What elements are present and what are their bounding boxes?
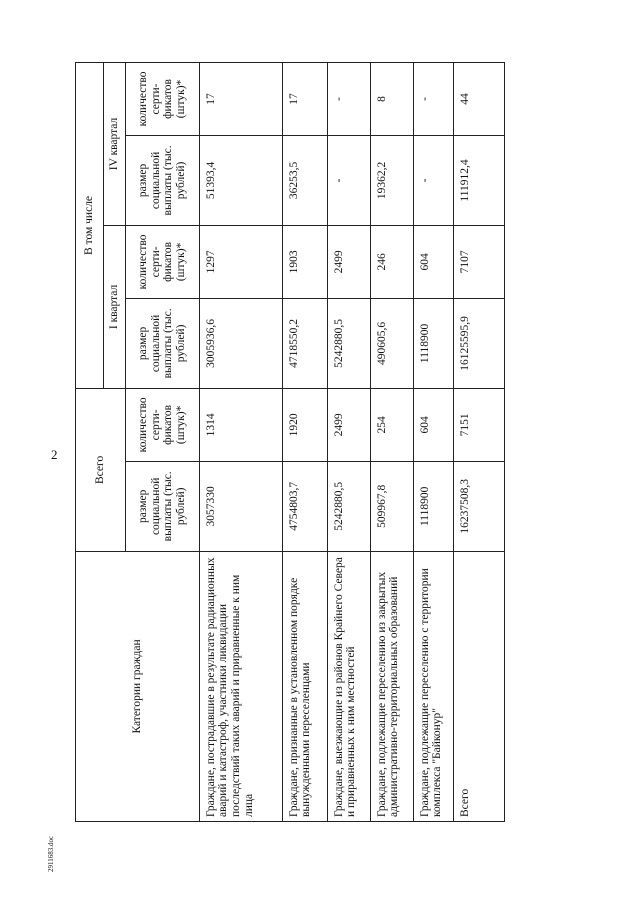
cell-total-payment: 5242880,5: [327, 461, 370, 551]
cell-q1-certs: 604: [413, 225, 453, 298]
cell-q1-payment: 5242880,5: [327, 298, 370, 388]
cell-q1-certs: 7107: [453, 225, 504, 298]
row-category: Всего: [453, 551, 504, 821]
header-category: Категории граждан: [76, 551, 200, 821]
table-row: [282, 63, 327, 822]
footer-filename: 2911683.doc: [47, 835, 55, 872]
social-payments-table: [75, 62, 505, 822]
subheader-q4-payment: размер социальной выплаты (тыс. рублей): [125, 135, 199, 225]
header-q4: IV квартал: [104, 63, 126, 226]
header-total: Всего: [76, 388, 126, 551]
cell-total-payment: 3057330: [199, 461, 282, 551]
cell-total-certs: 604: [413, 388, 453, 461]
cell-q1-certs: 1903: [282, 225, 327, 298]
cell-total-certs: 254: [370, 388, 413, 461]
cell-q4-certs: -: [413, 63, 453, 136]
page-number: 2: [51, 447, 58, 462]
row-category: Граждане, пострадавшие в результате радиационных аварий и катастроф, участники ликвидации последствий таких аварий и приравненные к ним лица: [199, 551, 282, 821]
rotated-table-container: [75, 62, 575, 822]
cell-q4-payment: 36253,5: [282, 135, 327, 225]
subheader-total-payment: размер социальной выплаты (тыс. рублей): [125, 461, 199, 551]
table-row-total: [453, 63, 504, 822]
cell-total-certs: 7151: [453, 388, 504, 461]
cell-total-certs: 1920: [282, 388, 327, 461]
cell-q4-payment: 19362,2: [370, 135, 413, 225]
cell-total-payment: 4754803,7: [282, 461, 327, 551]
cell-total-certs: 1314: [199, 388, 282, 461]
cell-total-payment: 16237508,3: [453, 461, 504, 551]
cell-q4-payment: -: [413, 135, 453, 225]
table-row: [327, 63, 370, 822]
cell-q4-payment: 111912,4: [453, 135, 504, 225]
row-category: Граждане, выезжающие из районов Крайнего Севера и приравненных к ним местностей: [327, 551, 370, 821]
subheader-q1-certs: количество серти-фикатов (штук)*: [125, 225, 199, 298]
cell-q4-certs: -: [327, 63, 370, 136]
cell-q1-payment: 4718550,2: [282, 298, 327, 388]
cell-total-payment: 509967,8: [370, 461, 413, 551]
table-row: [370, 63, 413, 822]
subheader-q4-certs: количество серти-фикатов (штук)*: [125, 63, 199, 136]
cell-q1-payment: 490605,6: [370, 298, 413, 388]
cell-total-payment: 1118900: [413, 461, 453, 551]
row-category: Граждане, подлежащие переселению с территории комплекса "Байконур": [413, 551, 453, 821]
cell-total-certs: 2499: [327, 388, 370, 461]
cell-q1-certs: 246: [370, 225, 413, 298]
header-q1: I квартал: [104, 225, 126, 388]
table-row: [199, 63, 282, 822]
cell-q4-payment: 51393,4: [199, 135, 282, 225]
subheader-total-certs: количество серти-фикатов (штук)*: [125, 388, 199, 461]
cell-q4-payment: -: [327, 135, 370, 225]
cell-q4-certs: 44: [453, 63, 504, 136]
cell-q1-payment: 1118900: [413, 298, 453, 388]
subheader-q1-payment: размер социальной выплаты (тыс. рублей): [125, 298, 199, 388]
cell-q1-payment: 3005936,6: [199, 298, 282, 388]
cell-q4-certs: 17: [282, 63, 327, 136]
cell-q4-certs: 8: [370, 63, 413, 136]
table-row: [413, 63, 453, 822]
cell-q1-certs: 2499: [327, 225, 370, 298]
cell-q1-certs: 1297: [199, 225, 282, 298]
row-category: Граждане, признанные в установленном порядке вынужденными переселенцами: [282, 551, 327, 821]
cell-q1-payment: 16125595,9: [453, 298, 504, 388]
row-category: Граждане, подлежащие переселению из закрытых административно-территориальных образований: [370, 551, 413, 821]
header-including: В том числе: [76, 63, 104, 389]
cell-q4-certs: 17: [199, 63, 282, 136]
